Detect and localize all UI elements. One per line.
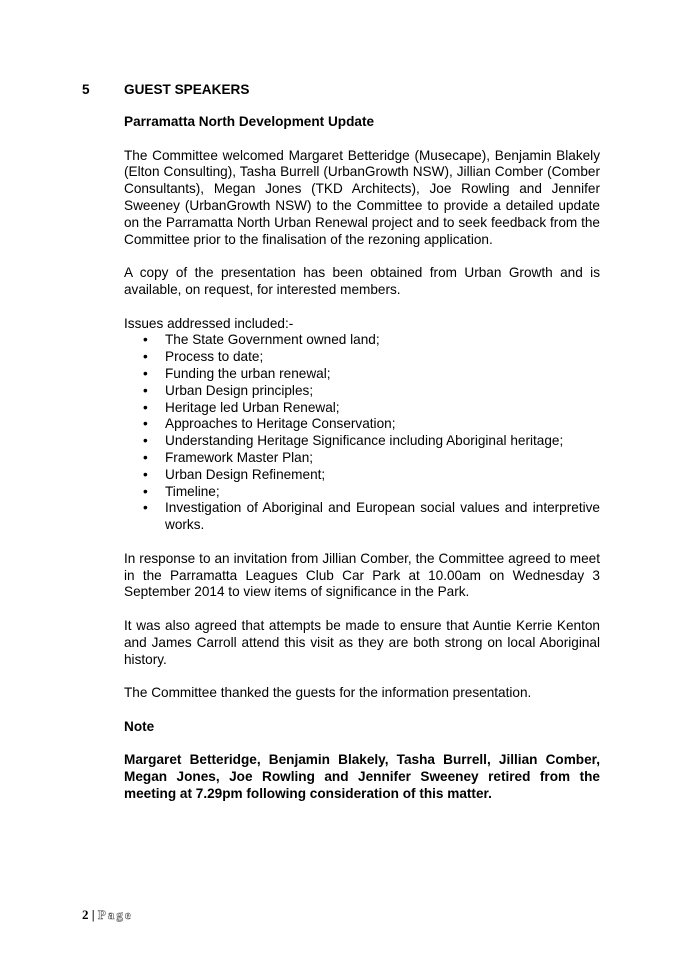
section-title: GUEST SPEAKERS xyxy=(124,82,250,97)
list-item: • Investigation of Aboriginal and European social values and interpretive works. xyxy=(143,500,600,533)
bullet-icon: • xyxy=(143,349,148,365)
page-footer xyxy=(82,907,133,923)
list-item: • Urban Design Refinement; xyxy=(143,466,326,482)
list-item: • Heritage led Urban Renewal; xyxy=(143,399,340,415)
paragraph-thanks: The Committee thanked the guests for the information presentation. xyxy=(124,685,532,701)
page-word: Page xyxy=(97,907,133,922)
bullet-icon: • xyxy=(143,382,148,398)
subheading: Parramatta North Development Update xyxy=(124,114,375,129)
list-item: • Approaches to Heritage Conservation; xyxy=(143,416,396,432)
list-item: • Framework Master Plan; xyxy=(143,449,314,465)
paragraph-invitation: In response to an invitation from Jillian Comber, the Committee agreed to meet in the Parramatta Leagues Club Car Park at 10.00am on Wednesday 3 September 2014 to view items of significance in the Park. xyxy=(124,550,600,600)
note-text: Margaret Betteridge, Benjamin Blakely, Tasha Burrell, Jillian Comber, Megan Jones, Joe Rowling and Jennifer Sweeney retired from the meeting at 7.29pm following consideration of this matter. xyxy=(124,752,600,801)
section-body xyxy=(124,114,600,819)
bullet-icon: • xyxy=(143,449,148,465)
note-label: Note xyxy=(124,718,155,734)
bullet-icon: • xyxy=(143,365,148,381)
section-number: 5 xyxy=(82,82,90,97)
paragraph-visit: It was also agreed that attempts be made to ensure that Auntie Kerrie Kenton and James Carroll attend this visit as they are both strong on local Aboriginal history. xyxy=(124,617,600,667)
list-item: • Process to date; xyxy=(143,349,264,365)
list-item: • Urban Design principles; xyxy=(143,382,314,398)
footer-separator: | xyxy=(88,907,98,922)
bullet-icon: • xyxy=(143,416,148,432)
bullet-icon: • xyxy=(143,500,148,516)
bullet-icon: • xyxy=(143,483,148,499)
list-item: • Timeline; xyxy=(143,483,220,499)
issues-list xyxy=(124,332,600,534)
list-item: • Understanding Heritage Significance including Aboriginal heritage; xyxy=(143,433,564,449)
bullet-icon: • xyxy=(143,332,148,348)
list-item: • Funding the urban renewal; xyxy=(143,365,331,381)
paragraph-welcome: The Committee welcomed Margaret Betteridge (Musecape), Benjamin Blakely (Elton Consulting), Tasha Burrell (UrbanGrowth NSW), Jillian Comber (Comber Consultants), Megan Jones (TKD Architects), Joe Rowling and Jennifer Sweeney (UrbanGrowth NSW) to the Committee to provide a detailed update on the Parramatta North Urban Renewal project and to seek feedback from the Committee prior to the finalisation of the rezoning application. xyxy=(124,147,600,247)
paragraph-presentation: A copy of the presentation has been obtained from Urban Growth and is available, on request, for interested members. xyxy=(124,265,600,297)
bullet-icon: • xyxy=(143,466,148,482)
list-item: • The State Government owned land; xyxy=(143,332,380,348)
page-number: 2 xyxy=(82,907,89,922)
bullet-icon: • xyxy=(143,433,148,449)
bullet-icon: • xyxy=(143,399,148,415)
issues-intro: Issues addressed included:- xyxy=(124,315,294,331)
